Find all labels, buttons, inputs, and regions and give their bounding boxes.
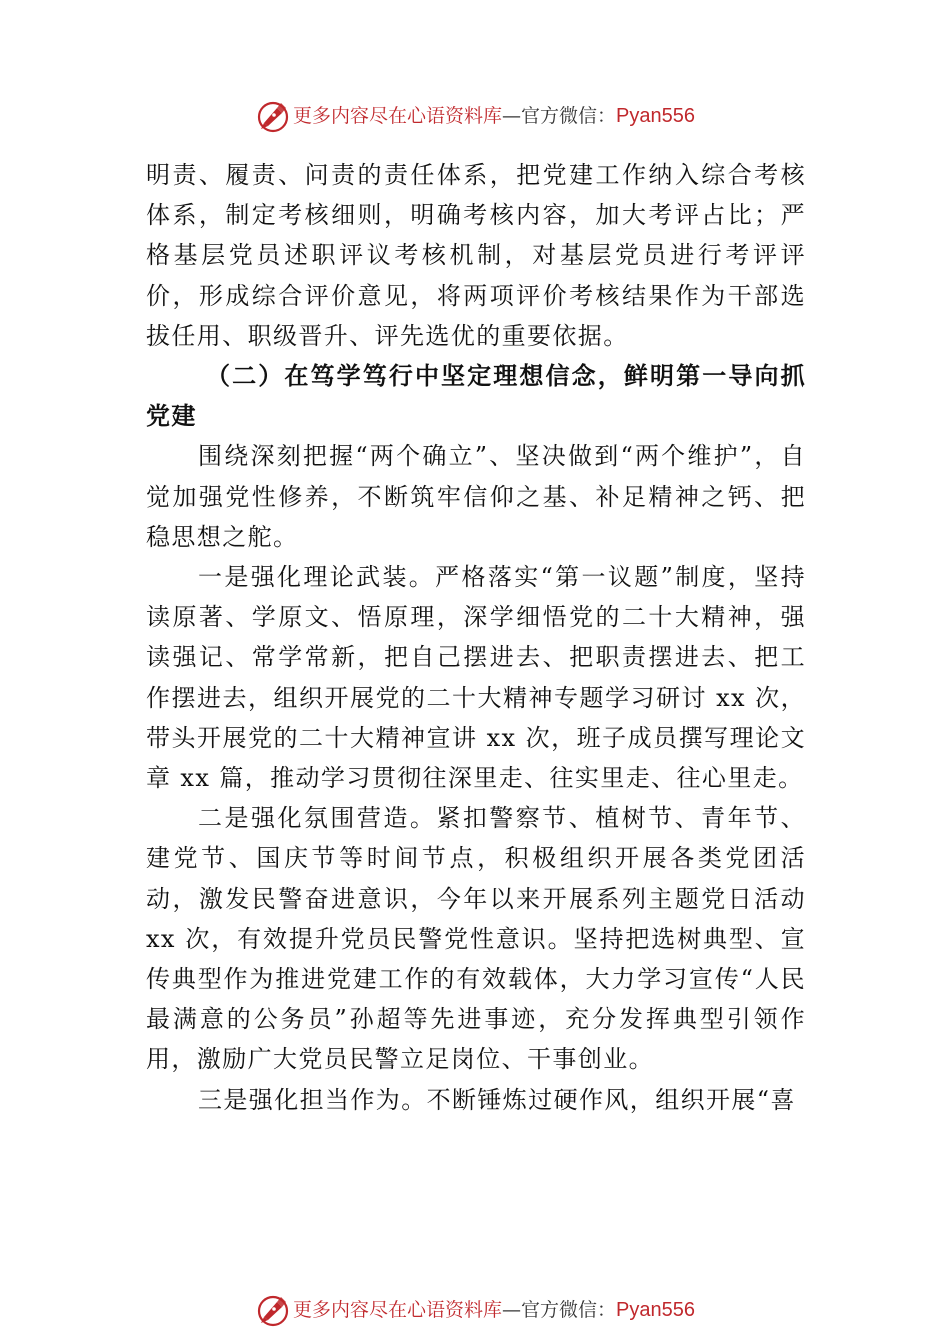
pen-nib-logo-icon [255, 98, 291, 134]
paragraph-atmosphere: 二是强化氛围营造。紧扣警察节、植树节、青年节、建党节、国庆节等时间节点，积极组织开展各类党团活动，激发民警奋进意识，今年以来开展系列主题党日活动 xx 次，有效提升党员民警党性意识。坚持把选树典型、宣传典型作为推进党建工作的有效载体，大力学习宣传“人民最满意的公务员”孙超等先进事迹，充分发挥典型引领作用，激励广大党员民警立足岗位、干事创业。 [146, 804, 806, 1074]
footer-library-name: 更多内容尽在心语资料库 [293, 1298, 503, 1321]
pen-nib-logo-icon [255, 1292, 291, 1328]
footer-separator: — [502, 1298, 522, 1321]
footer-wechat-label: 官方微信： [521, 1298, 617, 1321]
page-footer [0, 1290, 950, 1330]
document-body [146, 155, 806, 1120]
footer-wechat-id: Pyan556 [616, 1299, 695, 1321]
paragraph-intro: 围绕深刻把握“两个确立”、坚决做到“两个维护”，自觉加强党性修养，不断筑牢信仰之基、补足精神之钙、把稳思想之舵。 [146, 442, 806, 551]
paragraph-responsibility: 三是强化担当作为。不断锤炼过硬作风，组织开展“喜 [198, 1085, 796, 1114]
header-wechat-label: 官方微信： [521, 104, 617, 127]
page-header [0, 96, 950, 136]
header-brand [255, 98, 695, 134]
header-wechat-id: Pyan556 [616, 105, 695, 127]
paragraph-continuation: 明责、履责、问责的责任体系，把党建工作纳入综合考核体系，制定考核细则，明确考核内容，加大考评占比；严格基层党员述职评议考核机制，对基层党员进行考评评价，形成综合评价意见，将两项评价考核结果作为干部选拔任用、职级晋升、评先选优的重要依据。 [146, 161, 806, 350]
section-heading: （二）在笃学笃行中坚定理想信念，鲜明第一导向抓党建 [146, 361, 806, 431]
footer-brand [255, 1292, 695, 1328]
paragraph-theory: 一是强化理论武装。严格落实“第一议题”制度，坚持读原著、学原文、悟原理，深学细悟党的二十大精神，强读强记、常学常新，把自己摆进去、把职责摆进去、把工作摆进去，组织开展党的二十大精神专题学习研讨 xx 次，带头开展党的二十大精神宣讲 xx 次，班子成员撰写理论文章 xx 篇，推动学习贯彻往深里走、往实里走、往心里走。 [146, 563, 806, 793]
header-separator: — [502, 104, 522, 127]
header-library-name: 更多内容尽在心语资料库 [293, 104, 503, 127]
